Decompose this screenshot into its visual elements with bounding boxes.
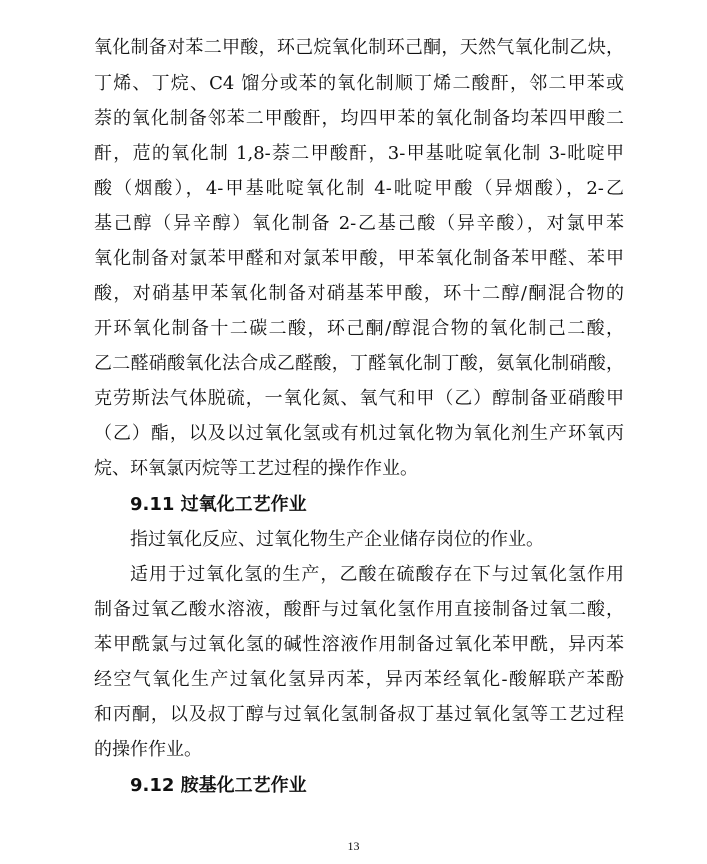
paragraph-line: 开环氧化制备十二碳二酸，环己酮/醇混合物的氧化制己二酸， — [94, 318, 624, 339]
paragraph-line: 氧化制备对氯苯甲醛和对氯苯甲酸，甲苯氧化制备苯甲醛、苯甲 — [94, 248, 624, 269]
paragraph-line: 乙二醛硝酸氧化法合成乙醛酸，丁醛氧化制丁酸，氨氧化制硝酸， — [94, 353, 624, 374]
paragraph-line: 经空气氧化生产过氧化氢异丙苯，异丙苯经氧化-酸解联产苯酚 — [94, 669, 624, 690]
paragraph-line: 的操作作业。 — [94, 739, 202, 760]
paragraph-line: （乙）酯，以及以过氧化氢或有机过氧化物为氧化剂生产环氧丙 — [94, 423, 624, 444]
page-number: 13 — [347, 839, 360, 853]
section-heading-9-11: 9.11 过氧化工艺作业 — [130, 494, 307, 515]
paragraph-line: 酸，对硝基甲苯氧化制备对硝基苯甲酸，环十二醇/酮混合物的 — [94, 283, 624, 304]
paragraph-line: 适用于过氧化氢的生产，乙酸在硫酸存在下与过氧化氢作用 — [130, 564, 624, 585]
paragraph-line: 酐，苊的氧化制 1,8-萘二甲酸酐，3-甲基吡啶氧化制 3-吡啶甲 — [94, 143, 624, 164]
section-definition: 指过氧化反应、过氧化物生产企业储存岗位的作业。 — [130, 529, 544, 550]
paragraph-line: 和丙酮，以及叔丁醇与过氧化氢制备叔丁基过氧化氢等工艺过程 — [94, 704, 624, 725]
paragraph-line: 酸（烟酸），4-甲基吡啶氧化制 4-吡啶甲酸（异烟酸），2-乙 — [94, 178, 624, 199]
paragraph-line: 萘的氧化制备邻苯二甲酸酐，均四甲苯的氧化制备均苯四甲酸二 — [94, 108, 624, 129]
paragraph-line: 氧化制备对苯二甲酸，环己烷氧化制环己酮，天然气氧化制乙炔， — [94, 37, 624, 58]
paragraph-line: 基己醇（异辛醇）氧化制备 2-乙基己酸（异辛酸），对氯甲苯 — [94, 213, 624, 234]
paragraph-line: 制备过氧乙酸水溶液，酸酐与过氧化氢作用直接制备过氧二酸， — [94, 599, 624, 620]
paragraph-line: 克劳斯法气体脱硫，一氧化氮、氧气和甲（乙）醇制备亚硝酸甲 — [94, 388, 624, 409]
paragraph-line: 苯甲酰氯与过氧化氢的碱性溶液作用制备过氧化苯甲酰，异丙苯 — [94, 634, 624, 655]
paragraph-line: 丁烯、丁烷、C4 馏分或苯的氧化制顺丁烯二酸酐，邻二甲苯或 — [94, 73, 624, 94]
section-heading-9-12: 9.12 胺基化工艺作业 — [130, 775, 307, 796]
paragraph-line: 烷、环氧氯丙烷等工艺过程的操作作业。 — [94, 458, 418, 479]
